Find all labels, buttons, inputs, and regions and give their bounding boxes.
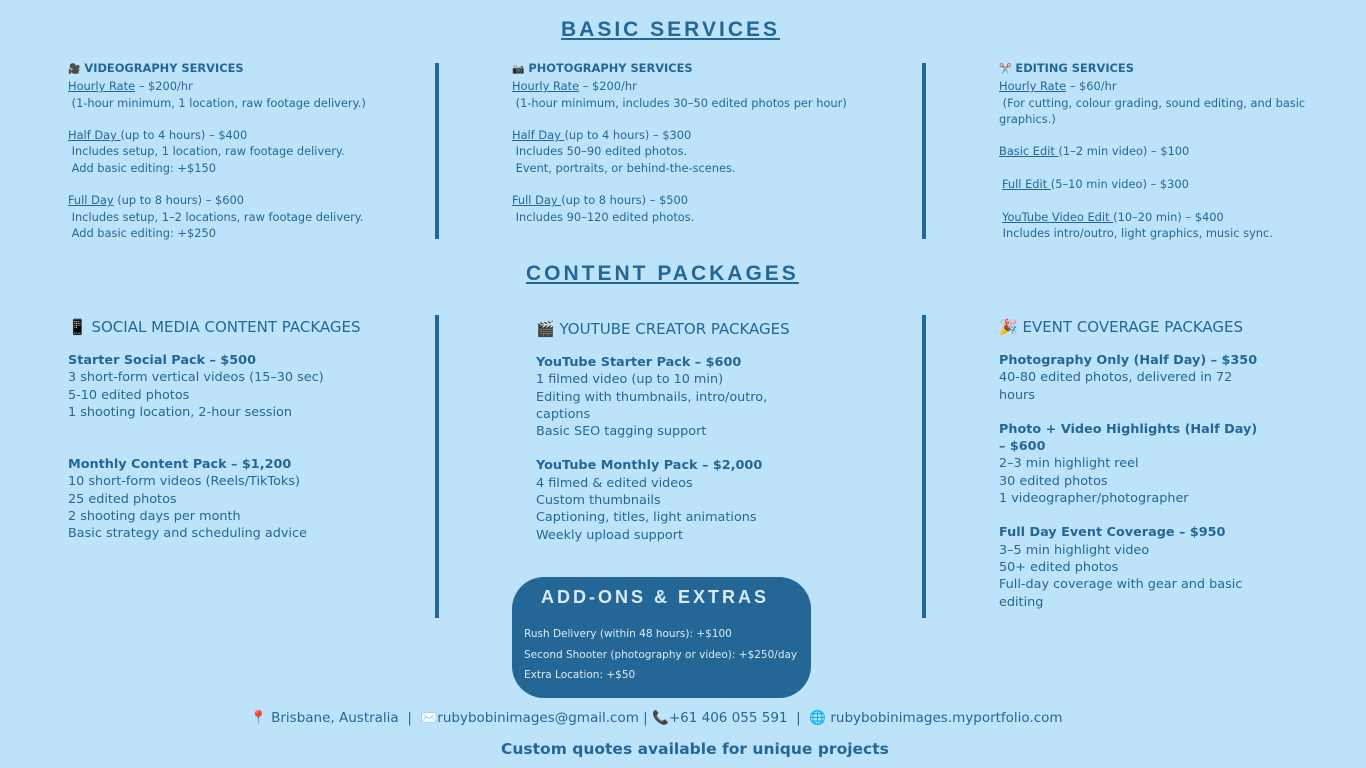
package-title: Full Day Event Coverage – $950 xyxy=(999,525,1226,541)
full-day-line: Full Day (up to 8 hours) – $500 xyxy=(512,193,689,208)
editing-services xyxy=(999,60,1305,241)
half-day-addon: Add basic editing: +$150 xyxy=(68,160,216,175)
photo-video-highlights-pack xyxy=(999,421,1339,507)
full-day-detail: Includes 90–120 edited photos. xyxy=(512,209,695,224)
envelope-icon: ✉️ xyxy=(420,710,438,726)
package-item: 2–3 min highlight reel xyxy=(999,456,1139,472)
event-heading: 🎉 EVENT COVERAGE PACKAGES xyxy=(999,318,1244,336)
website-link[interactable]: rubybobinimages.myportfolio.com xyxy=(830,710,1063,726)
column-divider xyxy=(435,63,439,239)
package-item: 40-80 edited photos, delivered in 72 xyxy=(999,370,1233,386)
photography-services xyxy=(512,60,847,225)
package-title: Photography Only (Half Day) – $350 xyxy=(999,353,1258,368)
phone-icon: 📱 xyxy=(68,318,87,336)
hourly-rate-note-cont: graphics.) xyxy=(999,111,1056,126)
event-coverage-packages xyxy=(999,318,1339,628)
package-item: 2 shooting days per month xyxy=(68,509,241,525)
youtube-edit-line: YouTube Video Edit (10–20 min) – $400 xyxy=(1002,209,1224,224)
hourly-rate-line: Hourly Rate – $200/hr xyxy=(512,79,637,94)
package-title: YouTube Monthly Pack – $2,000 xyxy=(536,458,763,474)
hourly-rate-note: (1-hour minimum, includes 30–50 edited photos per hour) xyxy=(512,95,847,110)
full-day-addon: Add basic editing: +$250 xyxy=(68,225,216,240)
package-item: 30 edited photos xyxy=(999,473,1108,489)
email-link[interactable]: rubybobinimages@gmail.com xyxy=(437,710,639,726)
full-day-line: Full Day (up to 8 hours) – $600 xyxy=(68,193,245,208)
monthly-content-pack xyxy=(68,456,418,542)
camera-icon: 📷 xyxy=(512,64,525,75)
full-day-detail: Includes setup, 1–2 locations, raw footage delivery. xyxy=(68,209,364,224)
addons-list xyxy=(524,624,797,686)
package-item: Editing with thumbnails, intro/outro, xyxy=(536,389,768,405)
package-title: Photo + Video Highlights (Half Day) xyxy=(999,421,1258,437)
separator: | xyxy=(643,710,648,726)
half-day-detail: Includes 50–90 edited photos. xyxy=(512,144,688,159)
addon-item: Extra Location: +$50 xyxy=(524,669,636,681)
scissors-icon: ✂️ xyxy=(999,64,1012,75)
addon-item: Rush Delivery (within 48 hours): +$100 xyxy=(524,628,732,640)
hourly-rate-note: (For cutting, colour grading, sound editing, and basic xyxy=(999,95,1306,110)
content-packages-title: CONTENT PACKAGES xyxy=(526,262,799,285)
full-day-event-pack xyxy=(999,524,1339,610)
package-title: Starter Social Pack – $500 xyxy=(68,353,256,368)
hourly-rate-line: Hourly Rate – $200/hr xyxy=(68,79,193,94)
hourly-rate-line: Hourly Rate – $60/hr xyxy=(999,79,1117,94)
youtube-creator-packages xyxy=(536,320,896,561)
youtube-monthly-pack xyxy=(536,457,896,543)
videography-services xyxy=(68,60,366,241)
package-title: YouTube Starter Pack – $600 xyxy=(536,355,742,370)
package-item: captions xyxy=(536,406,591,422)
package-item: 3–5 min highlight video xyxy=(999,542,1150,558)
package-item: 5-10 edited photos xyxy=(68,387,190,403)
package-item: 1 videographer/photographer xyxy=(999,491,1189,507)
contact-footer xyxy=(250,710,1063,726)
package-item: 1 shooting location, 2-hour session xyxy=(68,404,292,420)
basic-edit-line: Basic Edit (1–2 min video) – $100 xyxy=(999,144,1190,159)
column-divider xyxy=(922,315,926,618)
package-item: 1 filmed video (up to 10 min) xyxy=(536,372,724,388)
package-title: Monthly Content Pack – $1,200 xyxy=(68,457,292,473)
video-camera-icon: 🎥 xyxy=(68,64,81,75)
package-item: 25 edited photos xyxy=(68,491,177,507)
social-media-packages xyxy=(68,318,418,560)
party-popper-icon: 🎉 xyxy=(999,318,1018,336)
photography-heading: 📷 PHOTOGRAPHY SERVICES xyxy=(512,61,693,75)
starter-social-pack xyxy=(68,352,418,421)
addon-item: Second Shooter (photography or video): +$250/day xyxy=(524,648,798,661)
separator: | xyxy=(407,710,412,726)
package-item: 3 short-form vertical videos (15–30 sec) xyxy=(68,370,324,386)
column-divider xyxy=(435,315,439,618)
videography-heading: 🎥 VIDEOGRAPHY SERVICES xyxy=(68,61,244,75)
half-day-line: Half Day (up to 4 hours) – $400 xyxy=(68,128,248,143)
package-item: 4 filmed & edited videos xyxy=(536,475,693,491)
package-item: Weekly upload support xyxy=(536,527,684,543)
youtube-heading: 🎬 YOUTUBE CREATOR PACKAGES xyxy=(536,320,790,338)
package-item: Basic SEO tagging support xyxy=(536,424,707,440)
half-day-detail: Includes setup, 1 location, raw footage delivery. xyxy=(68,144,345,159)
half-day-use: Event, portraits, or behind-the-scenes. xyxy=(512,160,736,175)
package-item: Captioning, titles, light animations xyxy=(536,510,757,526)
column-divider xyxy=(922,63,926,239)
package-item: 50+ edited photos xyxy=(999,559,1119,575)
half-day-line: Half Day (up to 4 hours) – $300 xyxy=(512,128,692,143)
social-heading: 📱 SOCIAL MEDIA CONTENT PACKAGES xyxy=(68,318,361,336)
package-item: 10 short-form videos (Reels/TikToks) xyxy=(68,474,300,490)
location: Brisbane, Australia xyxy=(271,710,399,726)
hourly-rate-note: (1-hour minimum, 1 location, raw footage delivery.) xyxy=(68,95,366,110)
basic-services-title: BASIC SERVICES xyxy=(561,18,780,41)
youtube-edit-detail: Includes intro/outro, light graphics, music sync. xyxy=(999,225,1273,240)
telephone-icon: 📞 xyxy=(652,710,669,726)
globe-icon: 🌐 xyxy=(809,710,827,726)
phone-link[interactable]: +61 406 055 591 xyxy=(668,710,788,726)
package-item: Custom thumbnails xyxy=(536,493,661,509)
custom-quote-note: Custom quotes available for unique projects xyxy=(501,740,889,758)
separator: | xyxy=(796,710,801,726)
youtube-starter-pack xyxy=(536,354,896,440)
package-item: editing xyxy=(999,594,1044,610)
editing-heading: ✂️ EDITING SERVICES xyxy=(999,61,1134,75)
photography-only-pack xyxy=(999,352,1339,404)
package-item: Full-day coverage with gear and basic xyxy=(999,577,1243,593)
addons-panel xyxy=(512,577,811,698)
package-title-cont: – $600 xyxy=(999,439,1046,455)
full-edit-line: Full Edit (5–10 min video) – $300 xyxy=(1002,177,1189,192)
clapperboard-icon: 🎬 xyxy=(536,320,555,338)
location-pin-icon: 📍 xyxy=(250,710,267,726)
package-item: Basic strategy and scheduling advice xyxy=(68,526,307,542)
package-item: hours xyxy=(999,387,1035,403)
addons-title: ADD-ONS & EXTRAS xyxy=(541,587,770,607)
